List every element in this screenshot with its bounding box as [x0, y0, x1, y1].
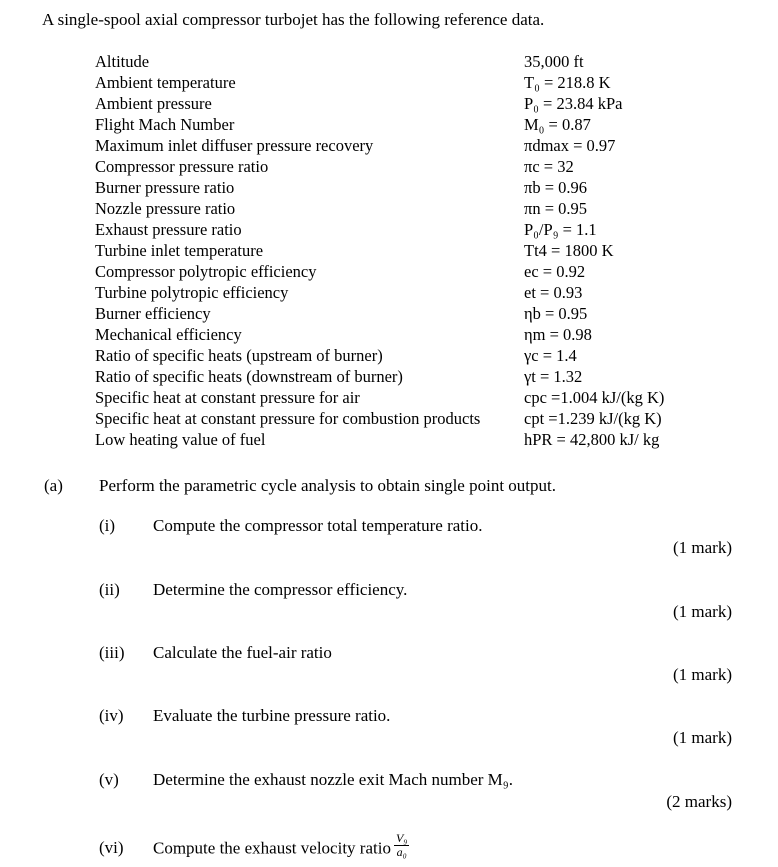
fraction-denominator: a₀	[396, 845, 407, 859]
data-label: Specific heat at constant pressure for combustion products	[95, 409, 481, 428]
data-row	[95, 261, 715, 282]
data-row	[95, 303, 715, 324]
data-value: ηm = 0.98	[524, 325, 592, 344]
data-label: Ambient pressure	[95, 94, 212, 113]
question-iv	[0, 704, 778, 764]
data-label: Flight Mach Number	[95, 115, 235, 134]
data-row	[95, 198, 715, 219]
data-row	[95, 177, 715, 198]
fraction-numerator: V₉	[395, 831, 408, 845]
question-text-with-fraction	[153, 831, 409, 863]
data-value: cpt =1.239 kJ/(kg K)	[524, 409, 662, 428]
data-row	[95, 429, 715, 450]
data-row	[95, 282, 715, 303]
data-label: Mechanical efficiency	[95, 325, 242, 344]
data-label: Ratio of specific heats (downstream of burner)	[95, 367, 403, 386]
data-value: cpc =1.004 kJ/(kg K)	[524, 388, 665, 407]
question-marks: (2 marks)	[666, 792, 732, 811]
data-label: Maximum inlet diffuser pressure recovery	[95, 136, 374, 155]
data-row	[95, 408, 715, 429]
data-label: Specific heat at constant pressure for air	[95, 388, 360, 407]
data-row	[95, 135, 715, 156]
data-value: πb = 0.96	[524, 178, 588, 197]
question-number: (ii)	[99, 580, 120, 599]
data-value: ec = 0.92	[524, 262, 586, 281]
data-value: πn = 0.95	[524, 199, 588, 218]
question-text: Calculate the fuel-air ratio	[153, 643, 332, 662]
data-row	[95, 345, 715, 366]
question-number: (iv)	[99, 706, 124, 725]
data-value: P₀/P₉ = 1.1	[524, 220, 597, 239]
data-label: Burner pressure ratio	[95, 178, 235, 197]
data-value: P₀ = 23.84 kPa	[524, 94, 623, 113]
data-label: Turbine inlet temperature	[95, 241, 264, 260]
data-label: Compressor pressure ratio	[95, 157, 269, 176]
question-text: Determine the compressor efficiency.	[153, 580, 408, 599]
question-number: (iii)	[99, 643, 125, 662]
intro-text: A single-spool axial compressor turbojet has the following reference data.	[42, 10, 545, 29]
data-value: γt = 1.32	[524, 367, 583, 386]
question-marks: (1 mark)	[672, 602, 732, 621]
question-text: Compute the exhaust velocity ratio	[153, 838, 391, 858]
data-value: M₀ = 0.87	[524, 115, 591, 134]
data-value: Tt4 = 1800 K	[524, 241, 614, 260]
data-label: Altitude	[95, 52, 150, 71]
part-a-letter: (a)	[44, 476, 63, 495]
question-number: (i)	[99, 516, 116, 535]
data-row	[95, 51, 715, 72]
data-value: ηb = 0.95	[524, 304, 588, 323]
question-vi	[0, 831, 778, 867]
data-row	[95, 366, 715, 387]
question-text: Determine the exhaust nozzle exit Mach number M₉.	[153, 770, 513, 789]
data-label: Ambient temperature	[95, 73, 236, 92]
question-i	[0, 514, 778, 574]
data-row	[95, 72, 715, 93]
question-number: (vi)	[99, 838, 124, 857]
data-value: et = 0.93	[524, 283, 583, 302]
data-value: T₀ = 218.8 K	[524, 73, 611, 92]
data-value: 35,000 ft	[524, 52, 584, 71]
data-row	[95, 156, 715, 177]
question-v	[0, 768, 778, 828]
question-text: Evaluate the turbine pressure ratio.	[153, 706, 391, 725]
data-value: γc = 1.4	[524, 346, 577, 365]
data-label: Compressor polytropic efficiency	[95, 262, 317, 281]
data-label: Exhaust pressure ratio	[95, 220, 242, 239]
data-row	[95, 114, 715, 135]
data-label: Burner efficiency	[95, 304, 211, 323]
data-row	[95, 219, 715, 240]
data-label: Nozzle pressure ratio	[95, 199, 236, 218]
question-iii	[0, 641, 778, 701]
question-marks: (1 mark)	[672, 538, 732, 557]
reference-data-table	[95, 51, 715, 450]
data-row	[95, 324, 715, 345]
question-ii	[0, 578, 778, 638]
question-marks: (1 mark)	[672, 728, 732, 747]
question-text: Compute the compressor total temperature ratio.	[153, 516, 483, 535]
question-marks: (1 mark)	[672, 665, 732, 684]
data-label: Turbine polytropic efficiency	[95, 283, 289, 302]
data-row	[95, 387, 715, 408]
data-row	[95, 240, 715, 261]
data-label: Low heating value of fuel	[95, 430, 266, 449]
data-row	[95, 93, 715, 114]
data-label: Ratio of specific heats (upstream of burner)	[95, 346, 383, 365]
velocity-ratio-fraction	[394, 832, 410, 859]
data-value: πdmax = 0.97	[524, 136, 616, 155]
data-value: hPR = 42,800 kJ/ kg	[524, 430, 660, 449]
question-number: (v)	[99, 770, 119, 789]
part-a-instruction: Perform the parametric cycle analysis to obtain single point output.	[99, 476, 556, 495]
data-value: πc = 32	[524, 157, 574, 176]
